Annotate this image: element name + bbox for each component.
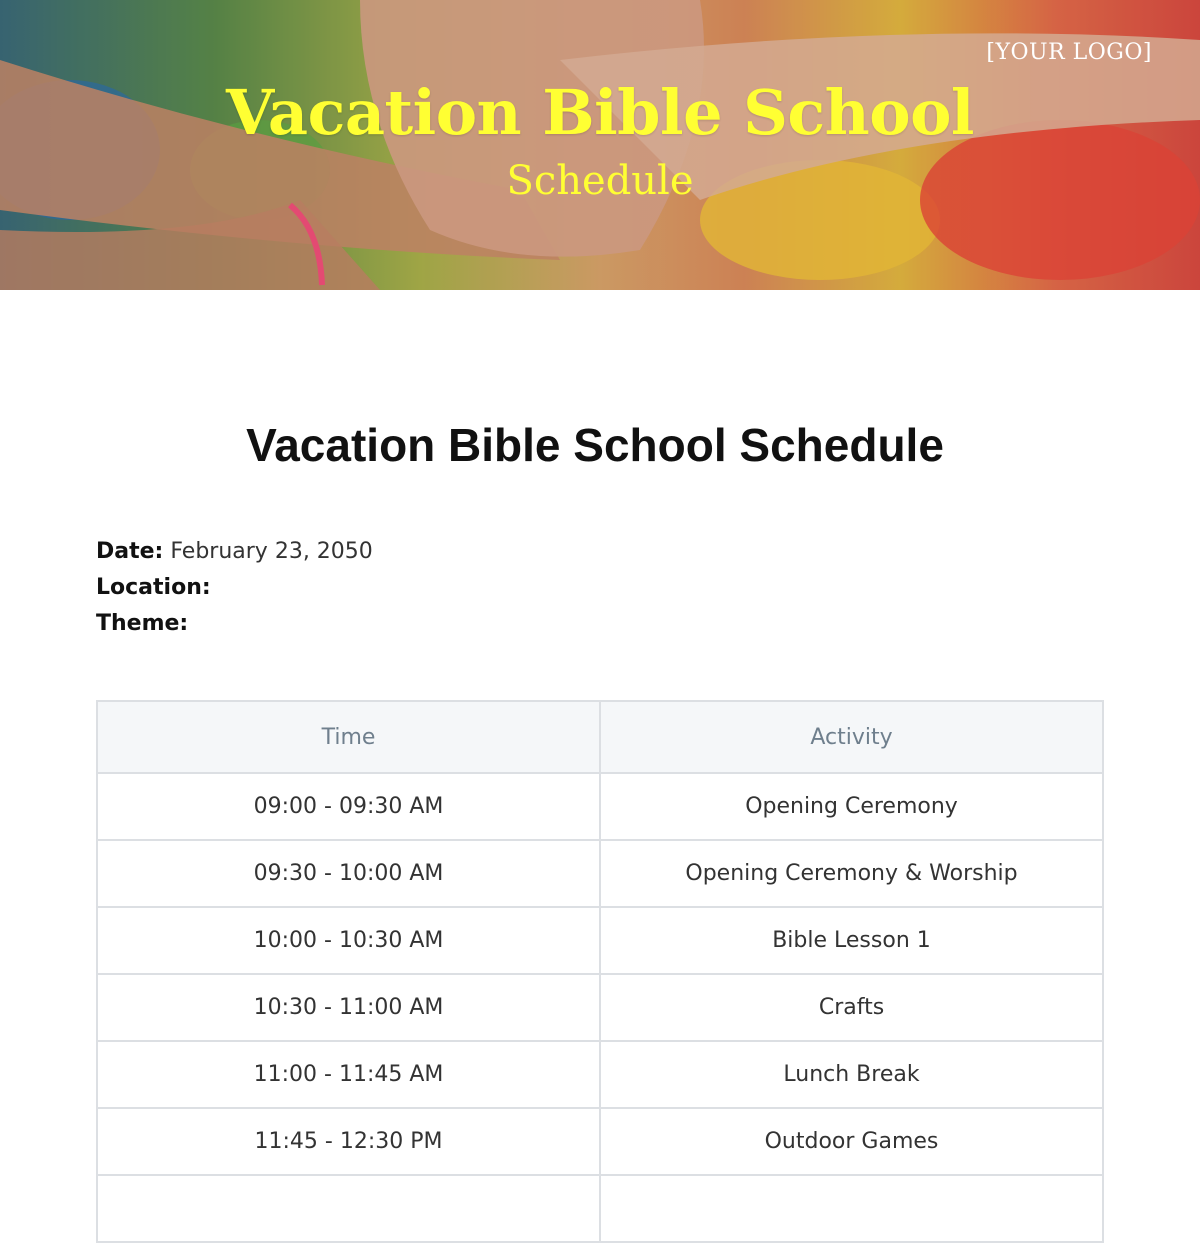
table-header-row <box>97 701 1103 773</box>
table-row <box>97 1108 1103 1175</box>
activity-cell: Outdoor Games <box>600 1108 1103 1175</box>
location-label: Location: <box>96 575 211 600</box>
activity-cell: Lunch Break <box>600 1041 1103 1108</box>
header-banner <box>0 0 1200 290</box>
schedule-table <box>96 700 1104 1243</box>
banner-subtitle: Schedule <box>506 158 694 204</box>
table-row <box>97 974 1103 1041</box>
date-label: Date: <box>96 539 164 564</box>
table-row <box>97 840 1103 907</box>
activity-cell: Opening Ceremony <box>600 773 1103 840</box>
activity-cell <box>600 1175 1103 1242</box>
activity-cell: Opening Ceremony & Worship <box>600 840 1103 907</box>
event-details <box>96 536 373 644</box>
table-row <box>97 773 1103 840</box>
banner-title: Vacation Bible School <box>226 76 974 149</box>
table-row <box>97 1041 1103 1108</box>
theme-field <box>96 608 373 644</box>
table-row <box>97 907 1103 974</box>
activity-cell: Bible Lesson 1 <box>600 907 1103 974</box>
time-cell: 11:45 - 12:30 PM <box>97 1108 600 1175</box>
time-cell <box>97 1175 600 1242</box>
activity-cell: Crafts <box>600 974 1103 1041</box>
table-row <box>97 1175 1103 1242</box>
location-field <box>96 572 373 608</box>
date-value: February 23, 2050 <box>170 539 373 564</box>
time-cell: 10:30 - 11:00 AM <box>97 974 600 1041</box>
time-cell: 11:00 - 11:45 AM <box>97 1041 600 1108</box>
column-header-time: Time <box>97 701 600 773</box>
page-title: Vacation Bible School Schedule <box>246 419 944 471</box>
date-field <box>96 536 373 572</box>
time-cell: 09:00 - 09:30 AM <box>97 773 600 840</box>
logo-placeholder: [YOUR LOGO] <box>986 40 1152 65</box>
column-header-activity: Activity <box>600 701 1103 773</box>
theme-label: Theme: <box>96 611 189 636</box>
time-cell: 09:30 - 10:00 AM <box>97 840 600 907</box>
time-cell: 10:00 - 10:30 AM <box>97 907 600 974</box>
